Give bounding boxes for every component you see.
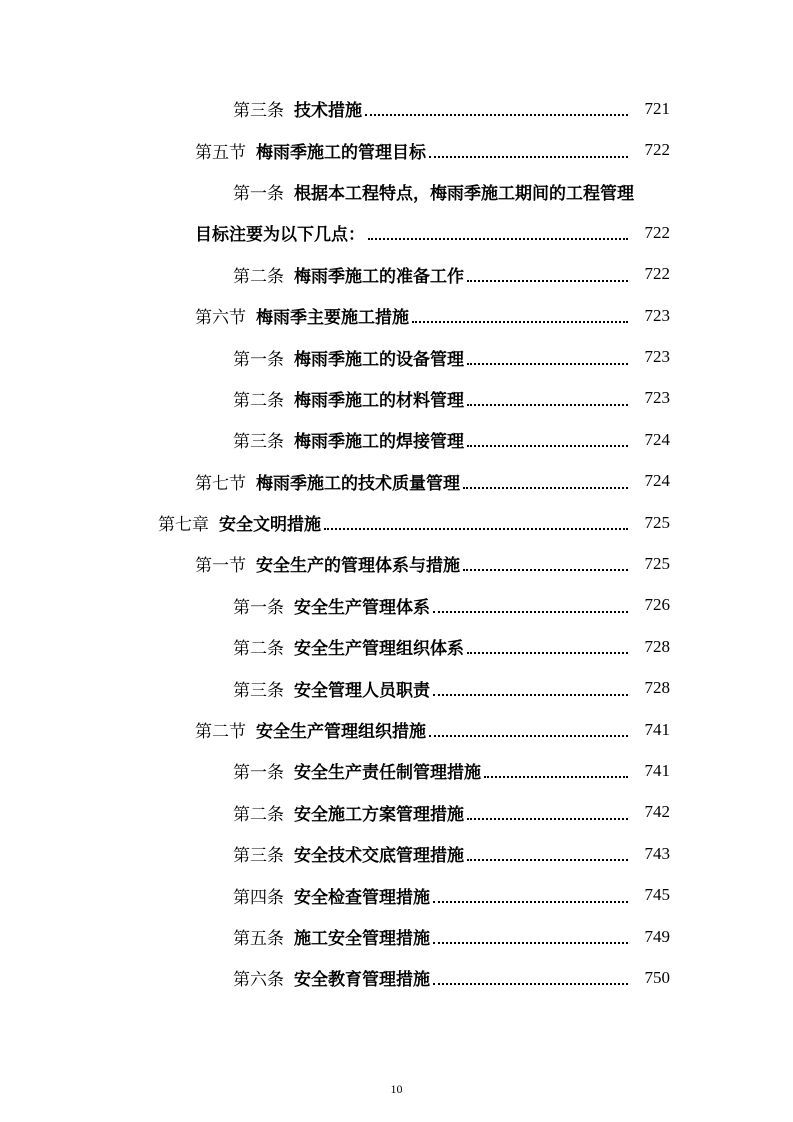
- dot-leader: [368, 237, 628, 240]
- toc-entry[interactable]: [0, 957, 793, 998]
- toc-entry-title: 梅雨季施工的管理目标: [256, 142, 426, 163]
- toc-entry-label: 第三条: [233, 101, 284, 122]
- toc-entry-page: 745: [644, 885, 670, 905]
- dot-leader: [433, 941, 628, 944]
- toc-entry-page: 724: [644, 471, 670, 491]
- toc-entry-page: 723: [644, 347, 670, 367]
- toc-entry-page: 721: [644, 98, 670, 118]
- toc-entry-page: 728: [644, 636, 670, 656]
- toc-entry-title-continuation: 目标注要为以下几点：: [195, 225, 365, 246]
- toc-entry-page: 741: [644, 719, 670, 739]
- dot-leader: [467, 817, 628, 820]
- toc-entry-title: 梅雨季施工的设备管理: [294, 349, 464, 370]
- dot-leader: [463, 486, 628, 489]
- toc-entry[interactable]: [0, 419, 793, 460]
- dot-leader: [467, 279, 628, 282]
- toc-entry-title: 梅雨季施工的材料管理: [294, 390, 464, 411]
- dot-leader: [467, 858, 628, 861]
- toc-entry-page: 728: [644, 678, 670, 698]
- toc-entry-title: 安全生产的管理体系与措施: [256, 556, 460, 577]
- dot-leader: [467, 651, 628, 654]
- dot-leader: [484, 775, 628, 778]
- toc-entry-label: 第七节: [195, 473, 246, 494]
- toc-entry[interactable]: [0, 295, 793, 336]
- toc-entry-label: 第一条: [233, 349, 284, 370]
- toc-entry-wrapped-first-line[interactable]: [0, 171, 793, 212]
- toc-entry[interactable]: [0, 874, 793, 915]
- table-of-contents: [0, 88, 793, 999]
- toc-entry-page: 722: [644, 222, 670, 242]
- toc-entry-page: 742: [644, 802, 670, 822]
- toc-entry-title: 安全生产管理组织措施: [256, 722, 426, 743]
- toc-entry-page: 723: [644, 388, 670, 408]
- toc-entry-label: 第三条: [233, 432, 284, 453]
- dot-leader: [463, 568, 628, 571]
- toc-entry-title: 梅雨季施工的技术质量管理: [256, 473, 460, 494]
- dot-leader: [467, 362, 628, 365]
- toc-entry[interactable]: [0, 626, 793, 667]
- toc-entry[interactable]: [0, 336, 793, 377]
- dot-leader: [365, 113, 628, 116]
- toc-entry-page: 724: [644, 429, 670, 449]
- toc-entry[interactable]: [0, 254, 793, 295]
- toc-entry[interactable]: [0, 833, 793, 874]
- toc-entry-label: 第一条: [233, 597, 284, 618]
- toc-entry-wrapped-continuation[interactable]: [0, 212, 793, 253]
- page-number: 10: [390, 1082, 403, 1096]
- dot-leader: [433, 900, 628, 903]
- toc-entry-title: 安全文明措施: [219, 515, 321, 536]
- toc-entry-chapter[interactable]: [0, 502, 793, 543]
- toc-entry-page: 741: [644, 760, 670, 780]
- toc-entry-page: 722: [644, 264, 670, 284]
- dot-leader: [467, 403, 628, 406]
- toc-entry-title: 根据本工程特点，梅雨季施工期间的工程管理: [294, 183, 634, 204]
- toc-entry-title: 安全检查管理措施: [294, 887, 430, 908]
- toc-entry[interactable]: [0, 667, 793, 708]
- toc-entry-label: 第二节: [195, 722, 246, 743]
- toc-entry[interactable]: [0, 378, 793, 419]
- toc-entry-title: 施工安全管理措施: [294, 929, 430, 949]
- toc-entry[interactable]: [0, 129, 793, 170]
- dot-leader: [433, 982, 628, 985]
- toc-entry-label: 第二条: [233, 804, 284, 825]
- toc-entry-page: 723: [644, 305, 670, 325]
- dot-leader: [433, 693, 628, 696]
- toc-entry[interactable]: [0, 543, 793, 584]
- toc-entry-label: 第三条: [233, 680, 284, 701]
- toc-entry-title: 安全管理人员职责: [294, 680, 430, 701]
- toc-entry-page: 749: [644, 926, 670, 946]
- toc-entry[interactable]: [0, 709, 793, 750]
- toc-entry[interactable]: [0, 461, 793, 502]
- dot-leader: [429, 734, 628, 737]
- dot-leader: [433, 610, 628, 613]
- toc-entry-title: 技术措施: [294, 101, 362, 122]
- toc-entry-label: 第二条: [233, 266, 284, 287]
- toc-entry-label: 第七章: [158, 515, 209, 536]
- toc-entry-page: 725: [644, 512, 670, 532]
- toc-entry-label: 第六节: [195, 308, 246, 329]
- toc-entry-label: 第五条: [233, 929, 284, 949]
- toc-entry-label: 第五节: [195, 142, 246, 163]
- toc-entry-title: 梅雨季施工的焊接管理: [294, 432, 464, 453]
- toc-entry-label: 第三条: [233, 846, 284, 867]
- toc-entry-label: 第二条: [233, 639, 284, 660]
- dot-leader: [467, 444, 628, 447]
- toc-entry-label: 第一节: [195, 556, 246, 577]
- toc-entry-label: 第一条: [233, 183, 284, 204]
- toc-entry[interactable]: [0, 750, 793, 791]
- toc-entry[interactable]: [0, 916, 793, 957]
- toc-entry-page: 743: [644, 843, 670, 863]
- dot-leader: [324, 527, 628, 530]
- toc-entry-title: 安全施工方案管理措施: [294, 804, 464, 825]
- toc-entry-title: 安全技术交底管理措施: [294, 846, 464, 867]
- toc-entry-page: 726: [644, 595, 670, 615]
- toc-entry-page: 750: [644, 967, 670, 987]
- toc-entry-title: 安全生产管理组织体系: [294, 639, 464, 660]
- toc-entry-title: 梅雨季施工的准备工作: [294, 266, 464, 287]
- toc-entry-title: 安全生产责任制管理措施: [294, 763, 481, 784]
- toc-entry-label: 第二条: [233, 390, 284, 411]
- toc-entry[interactable]: [0, 792, 793, 833]
- dot-leader: [412, 320, 628, 323]
- toc-entry[interactable]: [0, 88, 793, 129]
- toc-entry-title: 安全生产管理体系: [294, 597, 430, 618]
- toc-entry-label: 第一条: [233, 763, 284, 784]
- dot-leader: [429, 155, 628, 158]
- toc-entry[interactable]: [0, 585, 793, 626]
- toc-entry-label: 第六条: [233, 970, 284, 991]
- toc-entry-page: 725: [644, 553, 670, 573]
- toc-entry-label: 第四条: [233, 887, 284, 908]
- toc-entry-page: 722: [644, 140, 670, 160]
- toc-entry-title: 梅雨季主要施工措施: [256, 308, 409, 329]
- toc-entry-title: 安全教育管理措施: [294, 970, 430, 991]
